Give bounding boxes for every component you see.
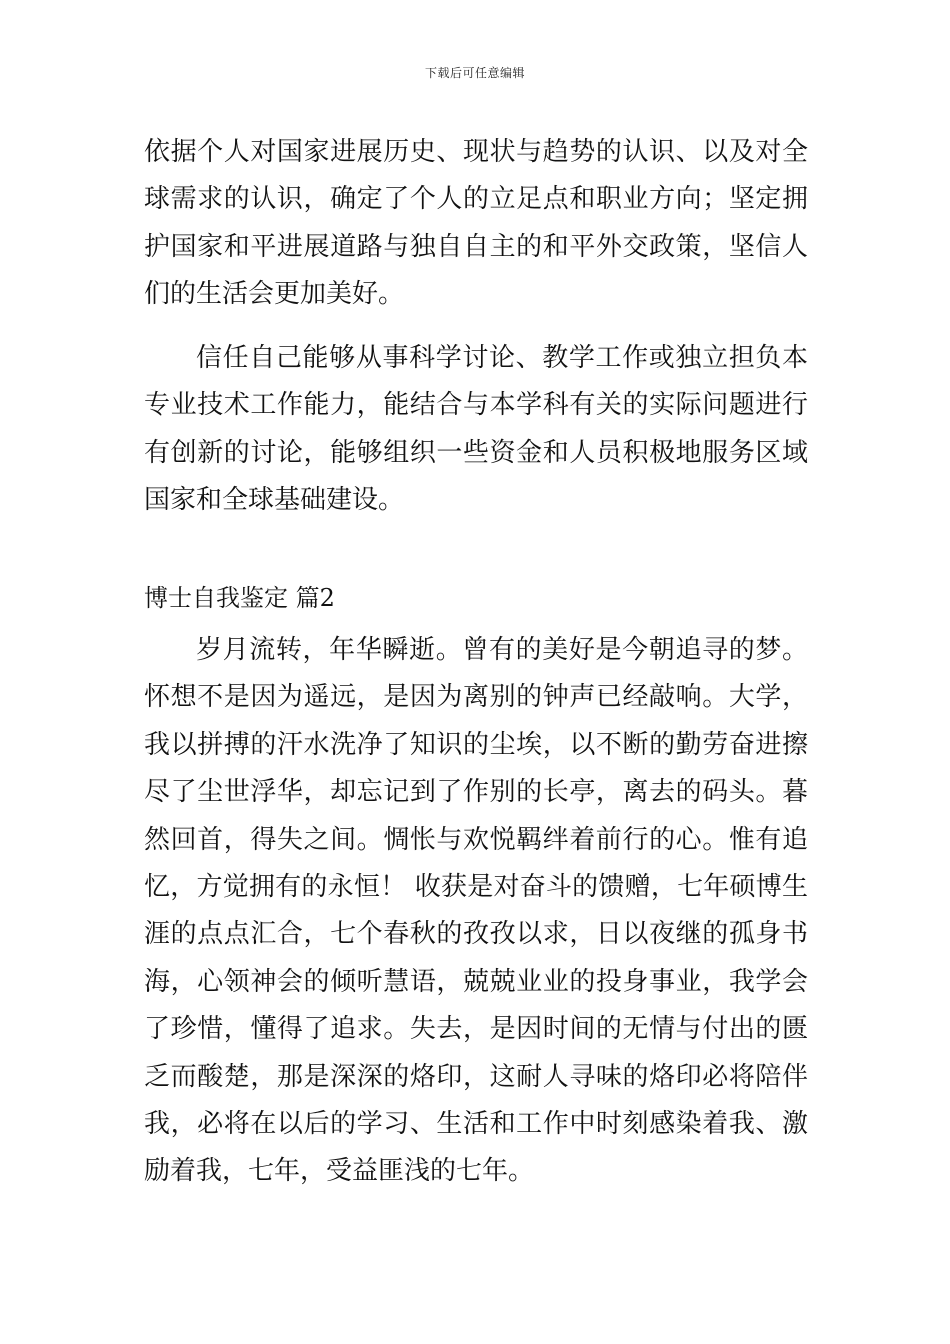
paragraph-line: 然回首，得失之间。惆怅与欢悦羁绊着前行的心。惟有追: [144, 824, 808, 855]
paragraph-3: [144, 627, 808, 1196]
paragraph-line: 有创新的讨论，能够组织一些资金和人员积极地服务区域: [144, 437, 808, 468]
page-header: 下载后可任意编辑: [424, 66, 525, 80]
paragraph-1: [144, 129, 808, 319]
paragraph-line: 忆，方觉拥有的永恒！ 收获是对奋斗的馈赠，七年硕博生: [144, 872, 808, 903]
paragraph-line: 依据个人对国家进展历史、现状与趋势的认识、以及对全: [144, 137, 808, 167]
paragraph-line: 了珍惜，懂得了追求。失去，是因时间的无情与付出的匮: [144, 1014, 808, 1045]
paragraph-line: 岁月流转，年华瞬逝。曾有的美好是今朝追寻的梦。: [196, 635, 808, 665]
paragraph-line: 们的生活会更加美好。: [144, 279, 405, 310]
paragraph-line: 我，必将在以后的学习、生活和工作中时刻感染着我、激: [144, 1109, 808, 1140]
paragraph-line: 球需求的认识，确定了个人的立足点和职业方向；坚定拥: [144, 184, 808, 215]
paragraph-line: 海，心领神会的倾听慧语，兢兢业业的投身事业，我学会: [144, 966, 808, 997]
paragraph-line: 尽了尘世浮华，却忘记到了作别的长亭，离去的码头。暮: [144, 777, 808, 808]
paragraph-line: 专业技术工作能力，能结合与本学科有关的实际问题进行: [144, 390, 808, 421]
paragraph-line: 涯的点点汇合，七个春秋的孜孜以求，日以夜继的孤身书: [144, 919, 808, 950]
paragraph-line: 护国家和平进展道路与独自自主的和平外交政策，坚信人: [144, 231, 808, 262]
paragraph-line: 怀想不是因为遥远，是因为离别的钟声已经敲响。大学，: [144, 682, 808, 713]
paragraph-2: [144, 335, 808, 525]
paragraph-line: 信任自己能够从事科学讨论、教学工作或独立担负本: [196, 343, 808, 373]
paragraph-line: 国家和全球基础建设。: [144, 485, 405, 516]
paragraph-line: 乏而酸楚，那是深深的烙印，这耐人寻味的烙印必将陪伴: [144, 1061, 808, 1092]
paragraph-line: 我以拼搏的汗水洗净了知识的尘埃，以不断的勤劳奋进擦: [144, 729, 808, 760]
paragraph-line: 励着我，七年，受益匪浅的七年。: [144, 1156, 535, 1187]
section-title: 博士自我鉴定 篇2: [144, 584, 335, 612]
